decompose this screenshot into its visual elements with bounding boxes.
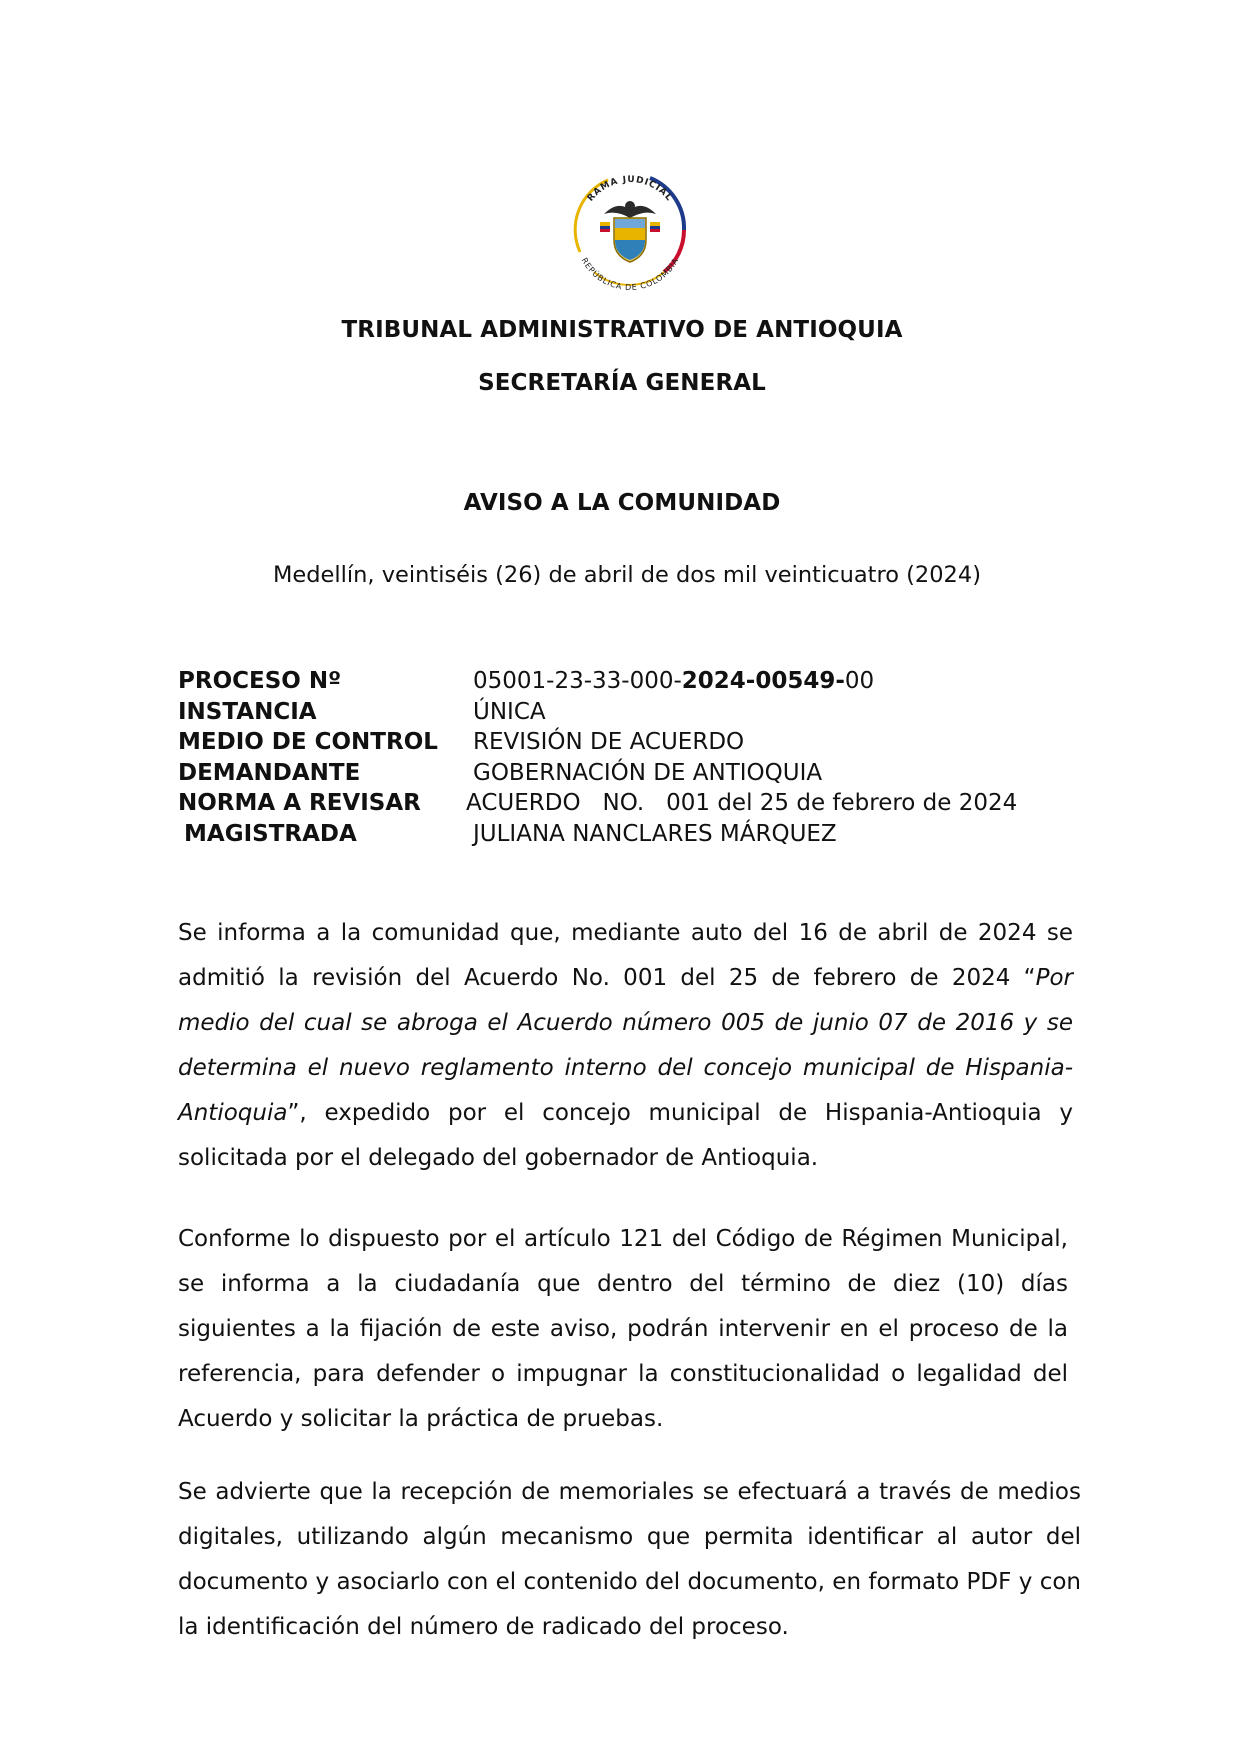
metadata-value: ACUERDO NO. 001 del 25 de febrero de 2024 [466,790,1018,817]
metadata-value: JULIANA NANCLARES MÁRQUEZ [473,820,837,847]
metadata-label: MAGISTRADA [184,820,357,847]
metadata-value: GOBERNACIÓN DE ANTIOQUIA [473,759,823,786]
metadata-label: MEDIO DE CONTROL [178,729,438,756]
metadata-value: 05001-23-33-000-2024-00549-00 [473,668,875,694]
metadata-label: DEMANDANTE [178,759,361,786]
metadata-value: REVISIÓN DE ACUERDO [473,729,745,756]
body-paragraph-2: Conforme lo dispuesto por el artículo 121 del Código de Régimen Municipal, se informa a la ciudadanía que dentro del término de diez (10) días siguientes a la fijación de este aviso, podrán intervenir en el proceso de la referencia, para defender o impugnar la constitucionalidad o legalidad del Acuerdo y solicitar la práctica de pruebas. [178,1226,1068,1432]
body-paragraph-1: Se informa a la comunidad que, mediante auto del 16 de abril de 2024 se admitió la revisión del Acuerdo No. 001 del 25 de febrero de 2024 “Por medio del cual se abroga el Acuerdo número 005 de junio 07 de 2016 y se determina el nuevo reglamento interno del concejo municipal de Hispania-Antioquia”, expedido por el concejo municipal de Hispania-Antioquia y solicitada por el delegado del gobernador de Antioquia. [178,920,1073,1171]
rama-judicial-seal-icon [560,160,700,300]
body-paragraph-3: Se advierte que la recepción de memoriales se efectuará a través de medios digitales, utilizando algún mecanismo que permita identificar al autor del documento y asociarlo con el contenido del documento, en formato PDF y con la identificación del número de radicado del proceso. [178,1479,1081,1640]
notice-date: Medellín, veintiséis (26) de abril de dos mil veinticuatro (2024) [273,562,981,588]
metadata-label: INSTANCIA [178,698,317,725]
notice-title: AVISO A LA COMUNIDAD [463,490,781,516]
svg-text:RAMA JUDICIAL: RAMA JUDICIAL [585,174,675,204]
court-name: TRIBUNAL ADMINISTRATIVO DE ANTIOQUIA [341,317,903,343]
office-name: SECRETARÍA GENERAL [478,370,766,396]
metadata-label: PROCESO Nº [178,668,342,694]
metadata-value: ÚNICA [473,698,546,725]
svg-text:REPÚBLICA DE COLOMBIA: REPÚBLICA DE COLOMBIA [579,256,681,293]
metadata-label: NORMA A REVISAR [178,790,421,817]
